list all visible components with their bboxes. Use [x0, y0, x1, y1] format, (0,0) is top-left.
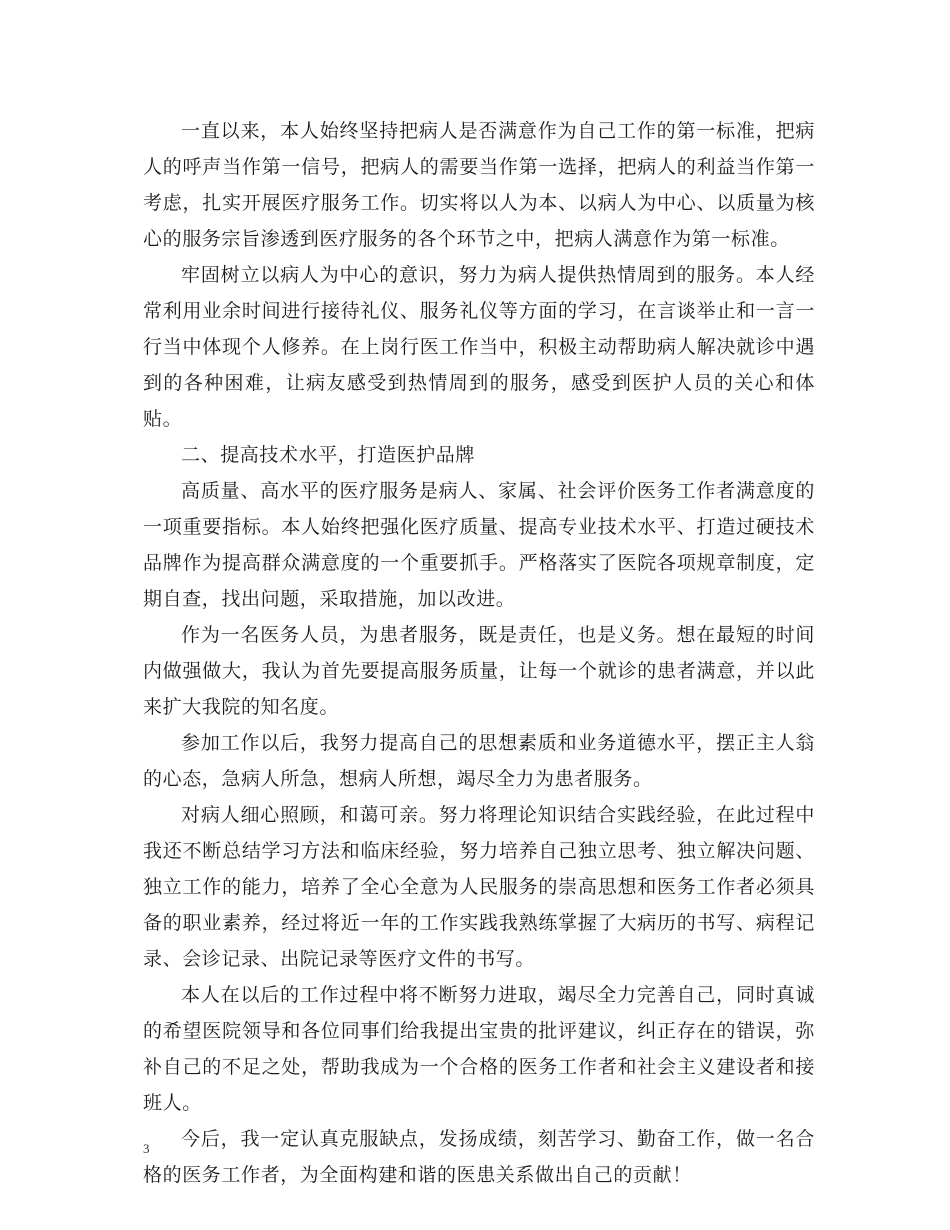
- paragraph-patient-centered-service: 牢固树立以病人为中心的意识，努力为病人提供热情周到的服务。本人经常利用业余时间进行接待礼仪、服务礼仪等方面的学习，在言谈举止和一言一行当中体现个人修养。在上岗行医工作当中，积极主动帮助病人解决就诊中遇到的各种困难，让病友感受到热情周到的服务，感受到医护人员的关心和体贴。: [143, 264, 815, 430]
- paragraph-patient-satisfaction: 一直以来，本人始终坚持把病人是否满意作为自己工作的第一标准，把病人的呼声当作第一信号，把病人的需要当作第一选择，把病人的利益当作第一考虑，扎实开展医疗服务工作。切实将以人为本、以病人为中心、以质量为核心的服务宗旨渗透到医疗服务的各个环节之中，把病人满意作为第一标准。: [143, 120, 815, 250]
- paragraph-work-attitude: 参加工作以后，我努力提高自己的思想素质和业务道德水平，摆正主人翁的心态，急病人所急，想病人所想，竭尽全力为患者服务。: [143, 732, 815, 790]
- paragraph-future-commitment: 今后，我一定认真克服缺点，发扬成绩，刻苦学习、勤奋工作，做一名合格的医务工作者，为全面构建和谐的医患关系做出自己的贡献！: [143, 1128, 815, 1186]
- paragraph-clinical-experience: 对病人细心照顾，和蔼可亲。努力将理论知识结合实践经验，在此过程中我还不断总结学习方法和临床经验，努力培养自己独立思考、独立解决问题、独立工作的能力，培养了全心全意为人民服务的崇高思想和医务工作者必须具备的职业素养，经过将近一年的工作实践我熟练掌握了大病历的书写、病程记录、会诊记录、出院记录等医疗文件的书写。: [143, 804, 815, 970]
- paragraph-medical-quality: 高质量、高水平的医疗服务是病人、家属、社会评价医务工作者满意度的一项重要指标。本人始终把强化医疗质量、提高专业技术水平、打造过硬技术品牌作为提高群众满意度的一个重要抓手。严格落实了医院各项规章制度，定期自查，找出问题，采取措施，加以改进。: [143, 480, 815, 610]
- paragraph-service-responsibility: 作为一名医务人员，为患者服务，既是责任，也是义务。想在最短的时间内做强做大，我认为首先要提高服务质量，让每一个就诊的患者满意，并以此来扩大我院的知名度。: [143, 624, 815, 718]
- page-number: 3: [143, 1141, 150, 1156]
- document-body: [143, 113, 815, 1193]
- section-heading-technical-level: 二、提高技术水平，打造医护品牌: [181, 444, 476, 466]
- paragraph-self-improvement: 本人在以后的工作过程中将不断努力进取，竭尽全力完善自己，同时真诚的希望医院领导和各位同事们给我提出宝贵的批评建议，纠正存在的错误，弥补自己的不足之处，帮助我成为一个合格的医务工作者和社会主义建设者和接班人。: [143, 984, 815, 1114]
